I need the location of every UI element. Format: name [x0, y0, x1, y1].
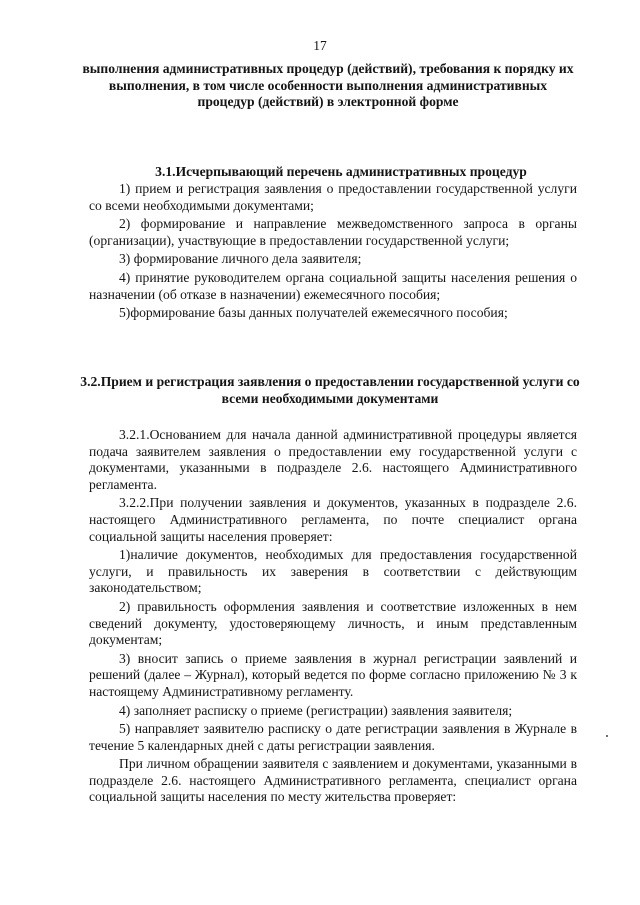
paragraph: При личном обращении заявителя с заявлением и документами, указанными в подразделе 2.6. настоящего Административного регламента, специалист органа социальной защиты населения по месту жительства проверяет:: [89, 756, 577, 805]
paragraph: 4) заполняет расписку о приеме (регистрации) заявления заявителя;: [119, 702, 513, 718]
list-item: 3) формирование личного дела заявителя;: [119, 251, 362, 267]
paragraph: 3.2.1.Основанием для начала данной административной процедуры является подача заявителем заявления о предоставлении ему государственной услуги с документами, указанными в подразделе 2.6. настоящего Административного регламента.: [89, 427, 577, 492]
paragraph: 3) вносит запись о приеме заявления в журнал регистрации заявлений и решений (далее – Журнал), который ведется по форме согласно приложению № 3 к настоящему Административному регламенту.: [89, 650, 577, 699]
section-3-2-body: [89, 427, 577, 808]
section-3-2-title: 3.2.Прием и регистрация заявления о предоставлении государственной услуги со всеми необходимыми документами: [80, 374, 580, 406]
section-heading: выполнения административных процедур (действий), требования к порядку их выполнения, в том числе особенности выполнения административных процедур (действий) в электронной форме: [82, 61, 574, 109]
section-3-1-title: 3.1.Исчерпывающий перечень административных процедур: [155, 164, 527, 179]
list-item: 1) прием и регистрация заявления о предоставлении государственной услуги со всеми необходимыми документами;: [89, 181, 577, 213]
paragraph: 5) направляет заявителю расписку о дате регистрации заявления в Журнале в течение 5 календарных дней с даты регистрации заявления.: [89, 721, 577, 753]
list-item: 5)формирование базы данных получателей ежемесячного пособия;: [119, 305, 508, 321]
scan-speck: [606, 735, 608, 737]
paragraph: 2) правильность оформления заявления и соответствие изложенных в нем сведений документу, удостоверяющему личность, и иным представленным документам;: [89, 598, 577, 648]
page-number: 17: [313, 38, 327, 53]
list-item: 2) формирование и направление межведомственного запроса в органы (организации), участвующие в предоставлении государственной услуги;: [89, 216, 577, 248]
procedure-list: [89, 181, 577, 324]
paragraph: 1)наличие документов, необходимых для предоставления государственной услуги, и правильность их заверения в соответствии с действующим законодательством;: [89, 547, 577, 596]
list-item: 4) принятие руководителем органа социальной защиты населения решения о назначении (об отказе в назначении) ежемесячного пособия;: [89, 269, 577, 302]
paragraph: 3.2.2.При получении заявления и документов, указанных в подразделе 2.6. настоящего Административного регламента, по почте специалист органа социальной защиты населения проверяет:: [89, 495, 577, 544]
